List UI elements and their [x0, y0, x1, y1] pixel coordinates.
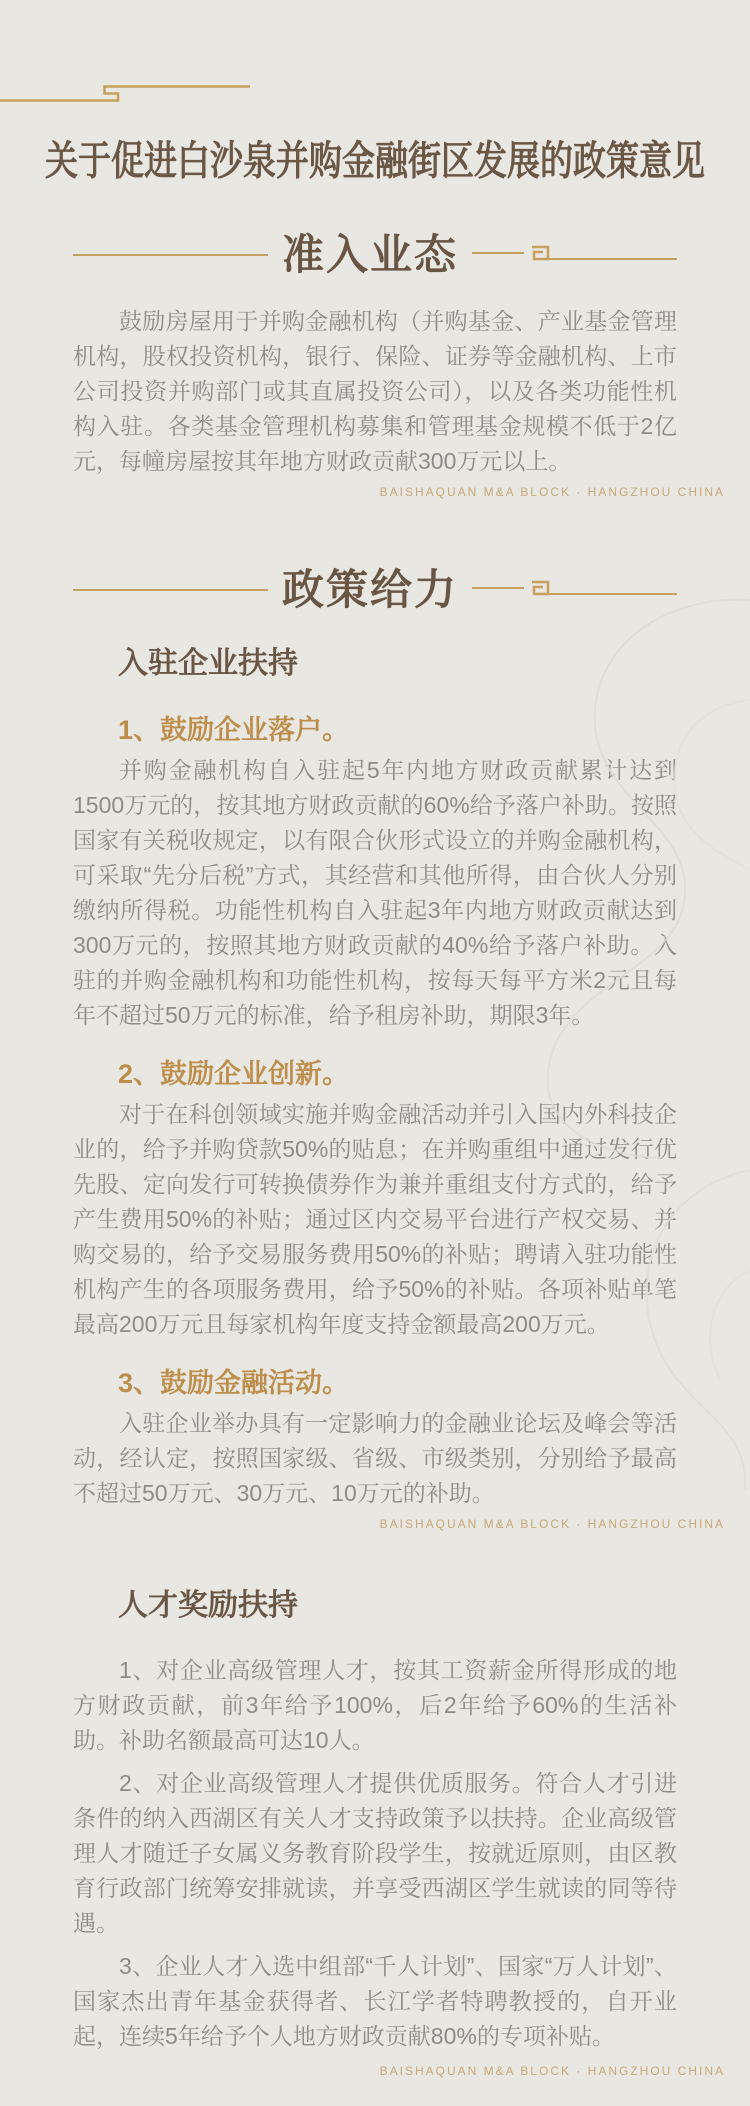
enterprise-item-1-text: 并购金融机构自入驻起5年内地方财政贡献累计达到1500万元的，按其地方财政贡献的60%给予落户补助。按照国家有关税收规定，以有限合伙形式设立的并购金融机构，可采取“先分后税”方式，其经营和其他所得，由合伙人分别缴纳所得税。功能性机构自入驻起3年内地方财政贡献达到300万元的，按照其地方财政贡献的40%给予落户补助。入驻的并购金融机构和功能性机构，按每天每平方米2元且每年不超过50万元的标准，给予租房补助，期限3年。	[73, 757, 677, 1028]
watermark-text: BAISHAQUAN M&A BLOCK · HANGZHOU CHINA	[379, 2064, 725, 2078]
subsection-title-enterprise: 入驻企业扶持	[118, 647, 298, 680]
header-line-left	[73, 589, 268, 591]
talent-paragraph-1: 1、对企业高级管理人才，按其工资薪金所得形成的地方财政贡献，前3年给予100%，后2年给予60%的生活补助。补助名额最高可达10人。	[73, 1657, 677, 1753]
header-meander-right	[472, 575, 677, 605]
enterprise-item-3-label: 3、鼓励金融活动。	[118, 1368, 350, 1398]
talent-paragraph-2: 2、对企业高级管理人才提供优质服务。符合人才引进条件的纳入西湖区有关人才支持政策予以扶持。企业高级管理人才随迁子女属义务教育阶段学生，按就近原则，由区教育行政部门统筹安排就读，并享受西湖区学生就读的同等待遇。	[73, 1770, 677, 1936]
enterprise-item-2-text: 对于在科创领域实施并购金融活动并引入国内外科技企业的，给予并购贷款50%的贴息；在并购重组中通过发行优先股、定向发行可转换债券作为兼并重组支付方式的，给予产生费用50%的补贴；通过区内交易平台进行产权交易、并购交易的，给予交易服务费用50%的补贴；聘请入驻功能性机构产生的各项服务费用，给予50%的补贴。各项补贴单笔最高200万元且每家机构年度支持金额最高200万元。	[73, 1101, 677, 1337]
enterprise-item-3-text: 入驻企业举办具有一定影响力的金融业论坛及峰会等活动，经认定，按照国家级、省级、市级类别，分别给予最高不超过50万元、30万元、10万元的补助。	[73, 1410, 677, 1506]
enterprise-item-1-label: 1、鼓励企业落户。	[118, 715, 350, 745]
access-intro-paragraph: 鼓励房屋用于并购金融机构（并购基金、产业基金管理机构，股权投资机构，银行、保险、证券等金融机构、上市公司投资并购部门或其直属投资公司），以及各类功能性机构入驻。各类基金管理机构募集和管理基金规模不低于2亿元，每幢房屋按其年地方财政贡献300万元以上。	[73, 308, 677, 474]
enterprise-item-2-label: 2、鼓励企业创新。	[118, 1059, 350, 1089]
section-header-access-text: 准入业态	[281, 231, 458, 278]
subsection-title-talent: 人才奖励扶持	[118, 1589, 298, 1622]
watermark-text: BAISHAQUAN M&A BLOCK · HANGZHOU CHINA	[379, 485, 725, 499]
section-header-policy-text: 政策给力	[281, 566, 458, 613]
page-title: 关于促进白沙泉并购金融街区发展的政策意见	[45, 140, 705, 185]
header-line-left	[73, 254, 268, 256]
watermark-text: BAISHAQUAN M&A BLOCK · HANGZHOU CHINA	[379, 1517, 725, 1531]
header-meander-right	[472, 240, 677, 270]
section-header-access	[65, 228, 685, 282]
section-header-policy	[65, 563, 685, 617]
talent-paragraph-3: 3、企业人才入选中组部“千人计划”、国家“万人计划”、国家杰出青年基金获得者、长江学者特聘教授的，自开业起，连续5年给予个人地方财政贡献80%的专项补贴。	[73, 1953, 677, 2049]
